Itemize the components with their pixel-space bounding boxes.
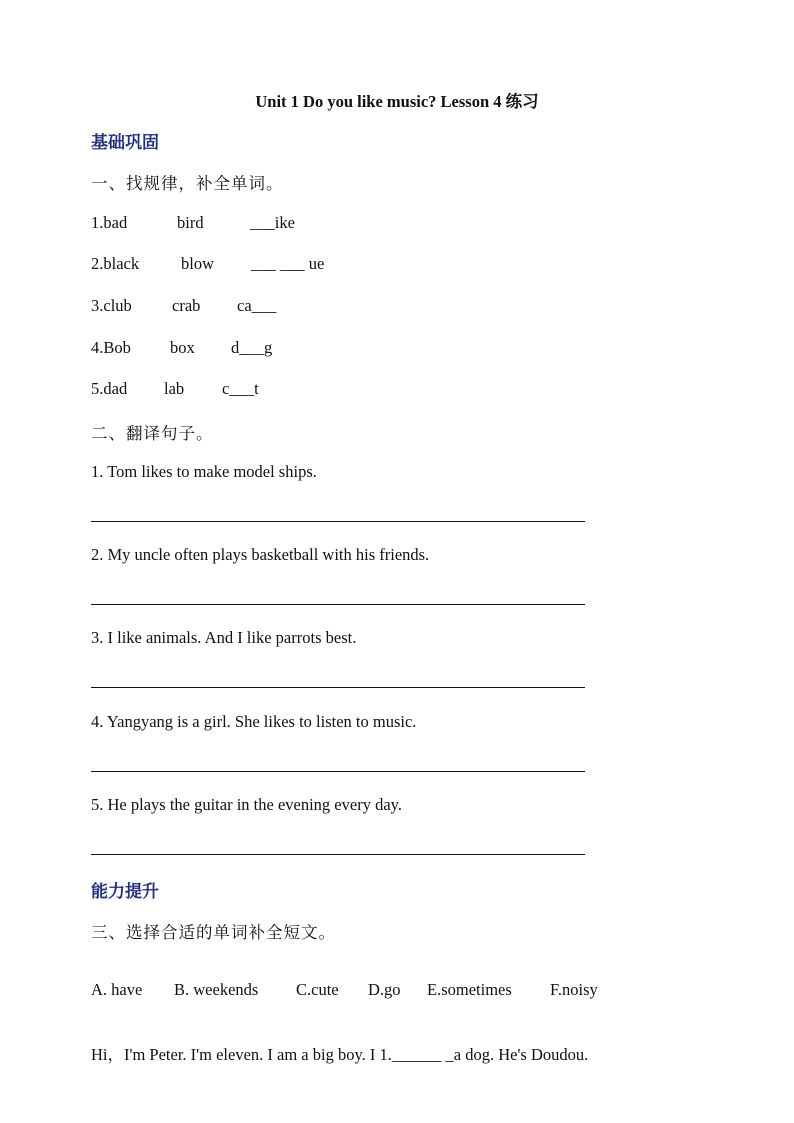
- translation-sentence: 3. I like animals. And I like parrots best.: [91, 628, 357, 647]
- part1-heading: 一、找规律，补全单词。: [91, 174, 284, 193]
- part2-heading: 二、翻译句子。: [91, 424, 214, 443]
- answer-line[interactable]: [91, 521, 585, 522]
- pattern-word-1: 5.dad: [91, 379, 128, 398]
- section-heading-improve: 能力提升: [91, 882, 159, 901]
- pattern-word-1: 2.black: [91, 254, 140, 273]
- translation-sentence: 2. My uncle often plays basketball with his friends.: [91, 545, 430, 564]
- answer-line[interactable]: [91, 854, 585, 855]
- answer-line[interactable]: [91, 687, 585, 688]
- pattern-blank-word: d___g: [231, 338, 273, 357]
- pattern-blank-word: c___t: [222, 379, 259, 398]
- translation-sentence: 1. Tom likes to make model ships.: [91, 462, 317, 481]
- pattern-word-2: lab: [164, 379, 185, 398]
- answer-line[interactable]: [91, 771, 585, 772]
- passage-text: Hi，I'm Peter. I'm eleven. I am a big boy. I 1.______ _a dog. He's Doudou.: [91, 1045, 589, 1064]
- pattern-blank-word: ___ ___ ue: [251, 254, 325, 273]
- word-option: E.sometimes: [427, 980, 512, 999]
- translation-sentence: 4. Yangyang is a girl. She likes to listen to music.: [91, 712, 417, 731]
- section-heading-basics: 基础巩固: [91, 133, 159, 152]
- pattern-word-2: blow: [181, 254, 214, 273]
- word-option: B. weekends: [174, 980, 259, 999]
- pattern-word-1: 4.Bob: [91, 338, 131, 357]
- translation-sentence: 5. He plays the guitar in the evening every day.: [91, 795, 402, 814]
- word-option: F.noisy: [550, 980, 598, 999]
- pattern-blank-word: ___ike: [250, 213, 295, 232]
- word-option: A. have: [91, 980, 143, 999]
- word-option: C.cute: [296, 980, 339, 999]
- pattern-word-1: 3.club: [91, 296, 132, 315]
- pattern-word-2: box: [170, 338, 195, 357]
- pattern-word-2: crab: [172, 296, 201, 315]
- pattern-blank-word: ca___: [237, 296, 277, 315]
- pattern-word-2: bird: [177, 213, 204, 232]
- pattern-word-1: 1.bad: [91, 213, 128, 232]
- part3-heading: 三、选择合适的单词补全短文。: [91, 923, 336, 942]
- answer-line[interactable]: [91, 604, 585, 605]
- word-option: D.go: [368, 980, 401, 999]
- worksheet-title: Unit 1 Do you like music? Lesson 4 练习: [255, 92, 539, 111]
